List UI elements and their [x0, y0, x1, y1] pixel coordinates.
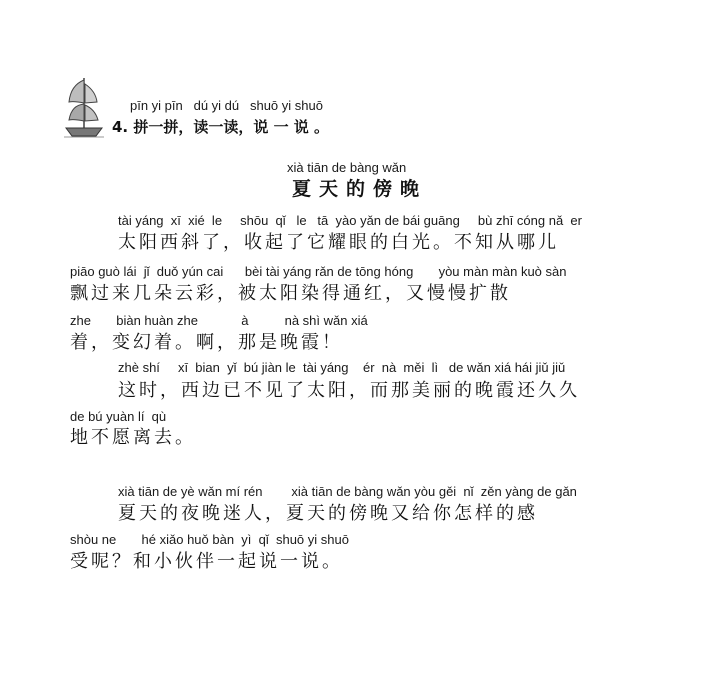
exercise-label: 4. 拼一拼，读一读，说 一 说 。 [112, 118, 330, 136]
passage-line-3-pinyin: zhe biàn huàn zhe à nà shì wǎn xiá [70, 313, 368, 328]
passage-line-2-text: 飘过来几朵云彩，被太阳染得通红，又慢慢扩散 [70, 283, 511, 304]
sailboat-icon [64, 76, 104, 138]
passage-line-4-pinyin: zhè shí xī bian yǐ bú jiàn le tài yáng ér nà měi lì de wǎn xiá hái jiǔ jiǔ [118, 360, 566, 375]
passage-line-2-pinyin: piāo guò lái jǐ duǒ yún cai bèi tài yáng rǎn de tōng hóng yòu màn màn kuò sàn [70, 264, 567, 279]
passage-line-1-text: 太阳西斜了，收起了它耀眼的白光。不知从哪儿 [118, 232, 559, 253]
title-pinyin: xià tiān de bàng wǎn [287, 160, 407, 175]
passage-line-3-text: 着，变幻着。啊，那是晚霞！ [70, 332, 343, 353]
question-line-2-pinyin: shòu ne hé xiǎo huǒ bàn yì qǐ shuō yi shuō [70, 532, 349, 547]
question-line-1-text: 夏天的夜晚迷人，夏天的傍晚又给你怎样的感 [118, 503, 538, 524]
question-line-1-pinyin: xià tiān de yè wǎn mí rén xià tiān de bàng wǎn yòu gěi nǐ zěn yàng de gǎn [118, 484, 577, 499]
question-line-2-text: 受呢？和小伙伴一起说一说。 [70, 551, 343, 572]
passage-line-4-text: 这时，西边已不见了太阳，而那美丽的晚霞还久久 [118, 380, 580, 401]
exercise-pinyin: pīn yi pīn dú yi dú shuō yi shuō [130, 98, 323, 113]
passage-line-5-text: 地不愿离去。 [70, 427, 196, 448]
page-title: 夏天的傍晚 [292, 178, 428, 200]
passage-line-1-pinyin: tài yáng xī xié le shōu qǐ le tā yào yǎn de bái guāng bù zhī cóng nǎ er [118, 213, 582, 228]
passage-line-5-pinyin: de bú yuàn lí qù [70, 409, 167, 424]
